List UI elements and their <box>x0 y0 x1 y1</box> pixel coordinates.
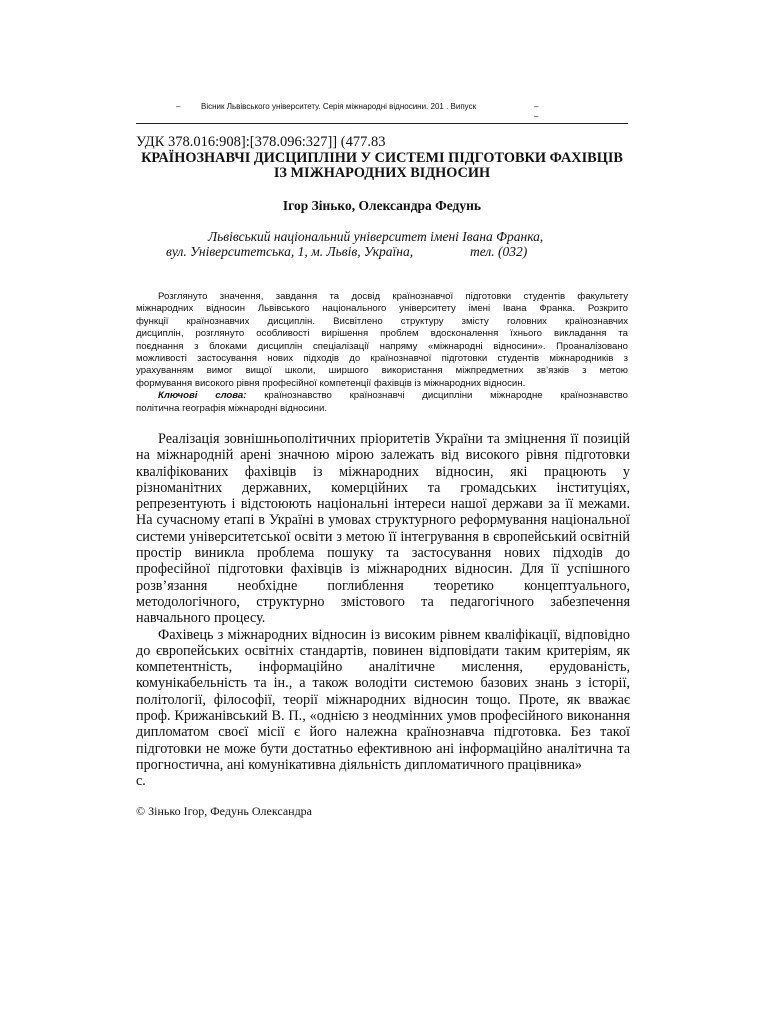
affiliation-line-2: вул. Університетська, 1, м. Львів, Україна, <box>166 244 414 259</box>
body-line: кваліфікованих фахівців із міжнародних відносин, які працюють у <box>136 463 630 480</box>
body-line: проф. Крижанівський В. П., «однією з неодмінних умов професійного виконання <box>136 708 630 725</box>
header-rule <box>136 123 628 124</box>
body-line: системи університетської освіти з метою її інтегрування в європейський освітній <box>136 528 630 545</box>
body-line: комунікабельність та ін., а також володіти системою базових знань з історії, <box>136 675 630 692</box>
body-line: навчального процесу. <box>136 610 266 627</box>
keywords-line <box>136 390 628 402</box>
abstract-line: урахуванням вимог вищої школи, ширшого використання міжпредметних зв’язків з метою <box>136 365 628 377</box>
body-line: різноманітних державних, комерційних та громадських інституціях, <box>136 479 630 496</box>
keywords-text: країнознавство країнознавчі дисципліни міжнародне країнознавство <box>264 390 629 402</box>
abstract-line: функції країнознавчих дисциплін. Висвітлено структуру змісту головних країнознавчих <box>136 315 628 327</box>
body-line: с. <box>136 773 146 790</box>
body-line: дипломатом своєї місії є його належна країнознавча підготовка. Без такої <box>136 724 630 741</box>
keywords-line-2: політична географія міжнародні відносини. <box>136 402 327 414</box>
udk-code: УДК 378.016:908]:[378.096:327]] (477.83 <box>136 134 386 150</box>
affiliation-phone: тел. (032) <box>470 244 528 259</box>
keywords-label: Ключові слова: <box>158 390 247 402</box>
body-line: прогностична, ані комунікативна діяльність дипломатичного працівника» <box>136 756 582 773</box>
abstract-line: міжнародних відносин Львівського національного університету імені Івана Франка. Розкрито <box>136 303 628 315</box>
body-line: репрезентують і відстоюють національні інтереси нашої держави за її межами. <box>136 496 630 513</box>
body-line: компетентність, інформаційно аналітичне мислення, ерудованість, <box>136 659 630 676</box>
body-line: на міжнародній арені значною мірою залежать від високого рівня підготовки <box>136 447 630 464</box>
paper-title-line-2: ІЗ МІЖНАРОДНИХ ВІДНОСИН <box>273 165 491 181</box>
header-dash-left: – <box>176 102 181 111</box>
body-line: політології, філософії, теорії міжнародних відносин тощо. Проте, як вважає <box>136 691 630 708</box>
abstract-line: поєднання з блоками дисциплін спеціалізації напряму «міжнародні відносини». Проаналізовано <box>136 340 628 352</box>
abstract <box>136 291 628 415</box>
body-line: методологічного, структурно змістового та педагогічного забезпечення <box>136 593 630 610</box>
abstract-line: дисциплін, розглянуто особливості вирішення проблем вдосконалення їхнього викладання та <box>136 328 628 340</box>
body-line: професійної підготовки фахівців із міжнародних відносин. Для її успішного <box>136 561 630 578</box>
abstract-line: Розглянуто значення, завдання та досвід країнознавчої підготовки студентів факультету <box>158 291 628 302</box>
body-line: розв’язання необхідне поглиблення теоретико концептуального, <box>136 577 630 594</box>
abstract-line: можливості застосування нових підходів до країнознавчої підготовки студентів міжнародників з <box>136 353 628 365</box>
body-line: простір виникла проблема пошуку та застосування нових підходів до <box>136 545 630 562</box>
body-line: На сучасному етапі в Україні в умовах структурного реформування національної <box>136 512 630 529</box>
body-line: підготовки не може бути достатньо ефективною ані інформаційно аналітична та <box>136 740 630 757</box>
body-line: Реалізація зовнішньополітичних пріоритетів України та зміцнення її позицій <box>158 431 630 447</box>
body-line: Фахівець з міжнародних відносин із високим рівнем кваліфікації, відповідно <box>158 626 630 643</box>
paper-title-line-1: КРАЇНОЗНАВЧІ ДИСЦИПЛІНИ У СИСТЕМІ ПІДГОТОВКИ ФАХІВЦІВ <box>141 150 623 166</box>
header-dash-right: – <box>534 102 539 111</box>
copyright-note: © Зінько Ігор, Федунь Олександра <box>136 804 313 818</box>
body-text <box>136 431 630 790</box>
authors: Ігор Зінько, Олександра Федунь <box>282 198 482 213</box>
affiliation-line-1: Львівський національний університет імені Івана Франка, <box>208 229 544 244</box>
body-line: до європейських освітніх стандартів, повинен відповідати таким критеріям, як <box>136 642 630 659</box>
header-dash-right-2: – <box>534 112 539 121</box>
abstract-line: формування високого рівня професійної компетенції фахівців із міжнародних відносин. <box>136 377 526 389</box>
journal-header: Вісник Львівського університету. Серія міжнародні відносини. 201 . Випуск <box>201 102 477 111</box>
